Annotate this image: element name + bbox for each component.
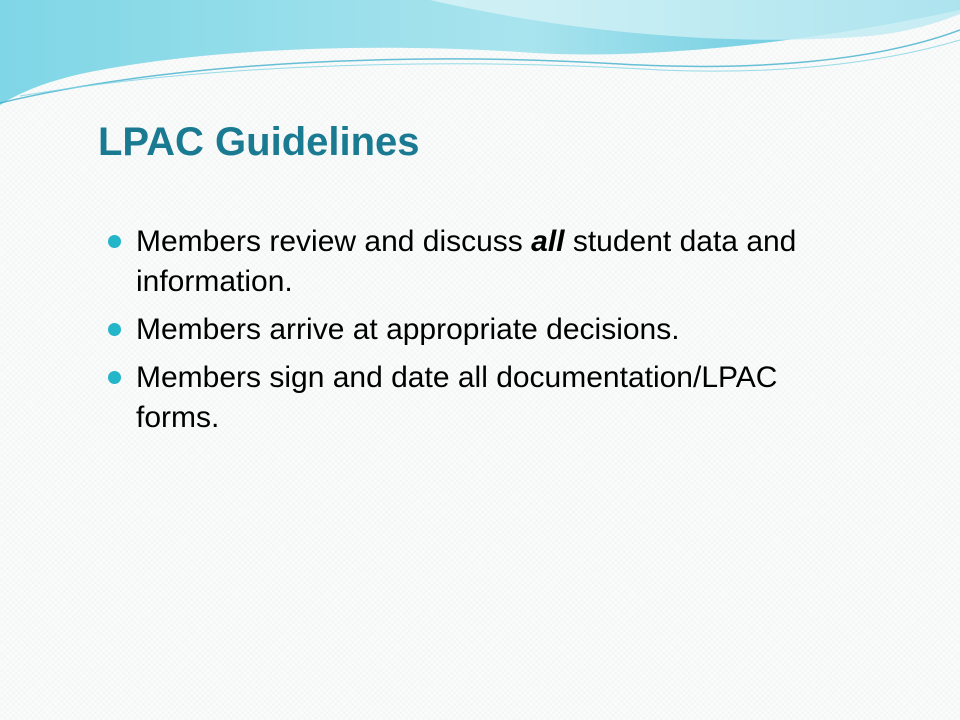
header-wave-decoration <box>0 0 960 120</box>
bullet-text-end: student data and information. <box>136 225 797 298</box>
bullet-text-emphasis: all <box>531 225 565 258</box>
bullet-item-review <box>108 222 838 302</box>
bullet-text: Members arrive at appropriate decisions. <box>136 313 680 346</box>
bullet-icon <box>108 323 121 336</box>
bullet-icon <box>108 371 121 384</box>
bullet-text-start: Members review and discuss <box>136 225 532 258</box>
bullet-icon <box>108 235 121 248</box>
bullet-item-decisions <box>108 310 838 350</box>
bullet-text: Members sign and date all documentation/LPAC forms. <box>136 361 778 434</box>
bullet-list <box>108 222 838 446</box>
bullet-item-sign <box>108 358 838 438</box>
slide-title: LPAC Guidelines <box>98 120 420 164</box>
